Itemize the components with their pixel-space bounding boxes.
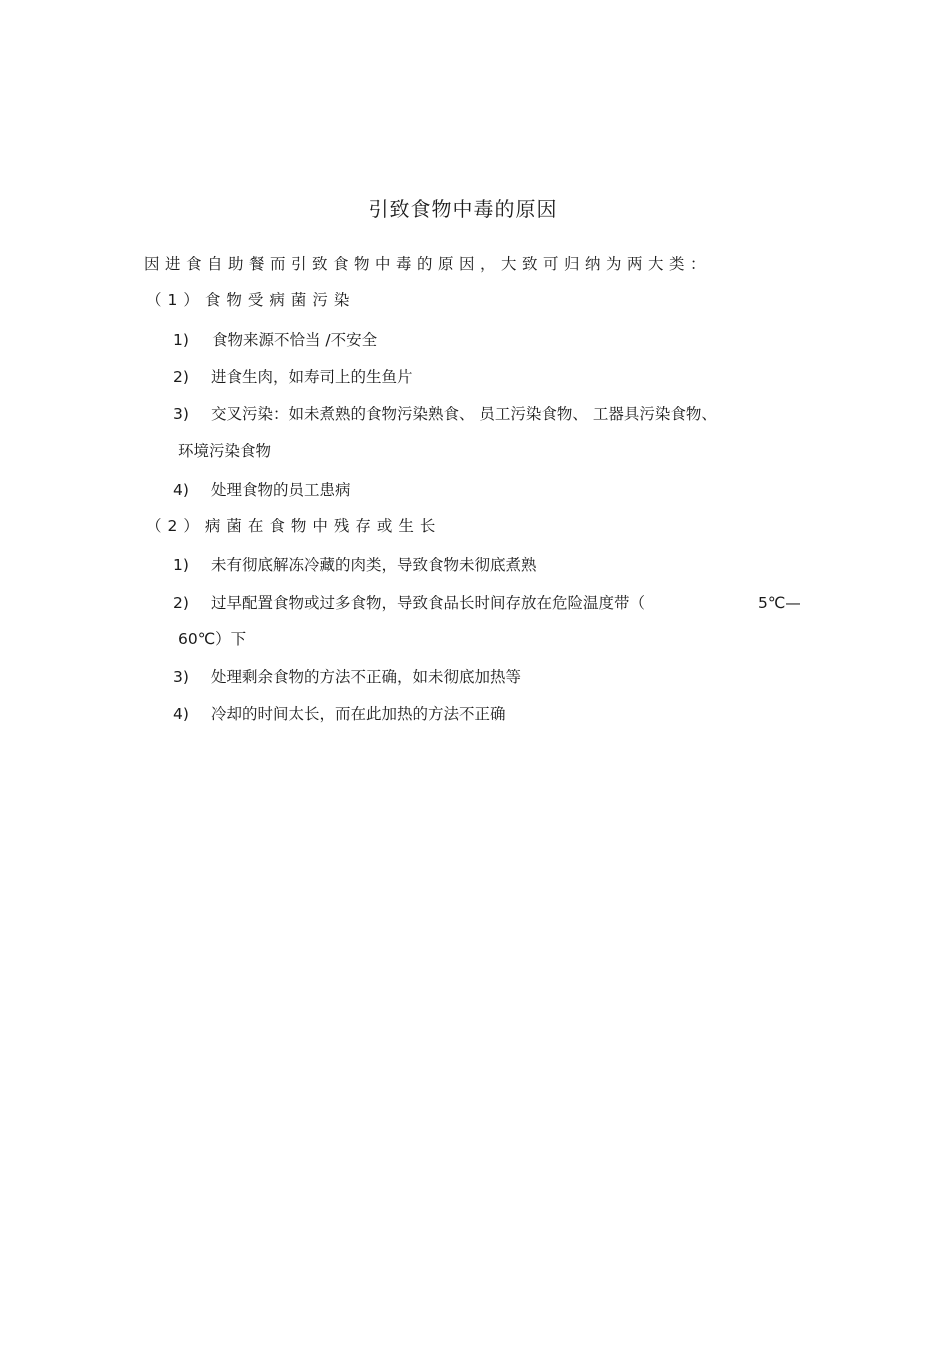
section-heading-1: （1）食物受病菌污染 [146, 291, 356, 309]
item-text: 交叉污染：如未煮熟的食物污染熟食、 员工污染食物、 工器具污染食物、 [211, 405, 717, 423]
item-continuation: 60℃）下 [178, 630, 247, 648]
item-text: 处理剩余食物的方法不正确，如未彻底加热等 [211, 668, 522, 686]
item-number: 1) [173, 556, 189, 574]
item-number: 1) [173, 331, 189, 349]
item-number: 2) [173, 594, 189, 612]
item-text: 冷却的时间太长，而在此加热的方法不正确 [211, 705, 506, 723]
item-text: 进食生肉，如寿司上的生鱼片 [211, 368, 413, 386]
intro-paragraph: 因进食自助餐而引致食物中毒的原因，大致可归纳为两大类： [144, 255, 712, 273]
item-text: 未有彻底解冻冷藏的肉类，导致食物未彻底煮熟 [211, 556, 537, 574]
item-continuation: 环境污染食物 [178, 442, 272, 460]
item-text: 食物来源不恰当 /不安全 [212, 331, 378, 349]
item-text: 处理食物的员工患病 [211, 481, 351, 499]
item-text: 过早配置食物或过多食物，导致食品长时间存放在危险温度带（ [211, 594, 646, 612]
item-text-tail: 5℃— [758, 594, 801, 612]
document-title: 引致食物中毒的原因 [368, 197, 558, 221]
item-number: 3) [173, 668, 189, 686]
item-number: 4) [173, 705, 189, 723]
section-heading-2: （2）病菌在食物中残存或生长 [146, 517, 442, 535]
item-number: 4) [173, 481, 189, 499]
item-number: 2) [173, 368, 189, 386]
item-number: 3) [173, 405, 189, 423]
